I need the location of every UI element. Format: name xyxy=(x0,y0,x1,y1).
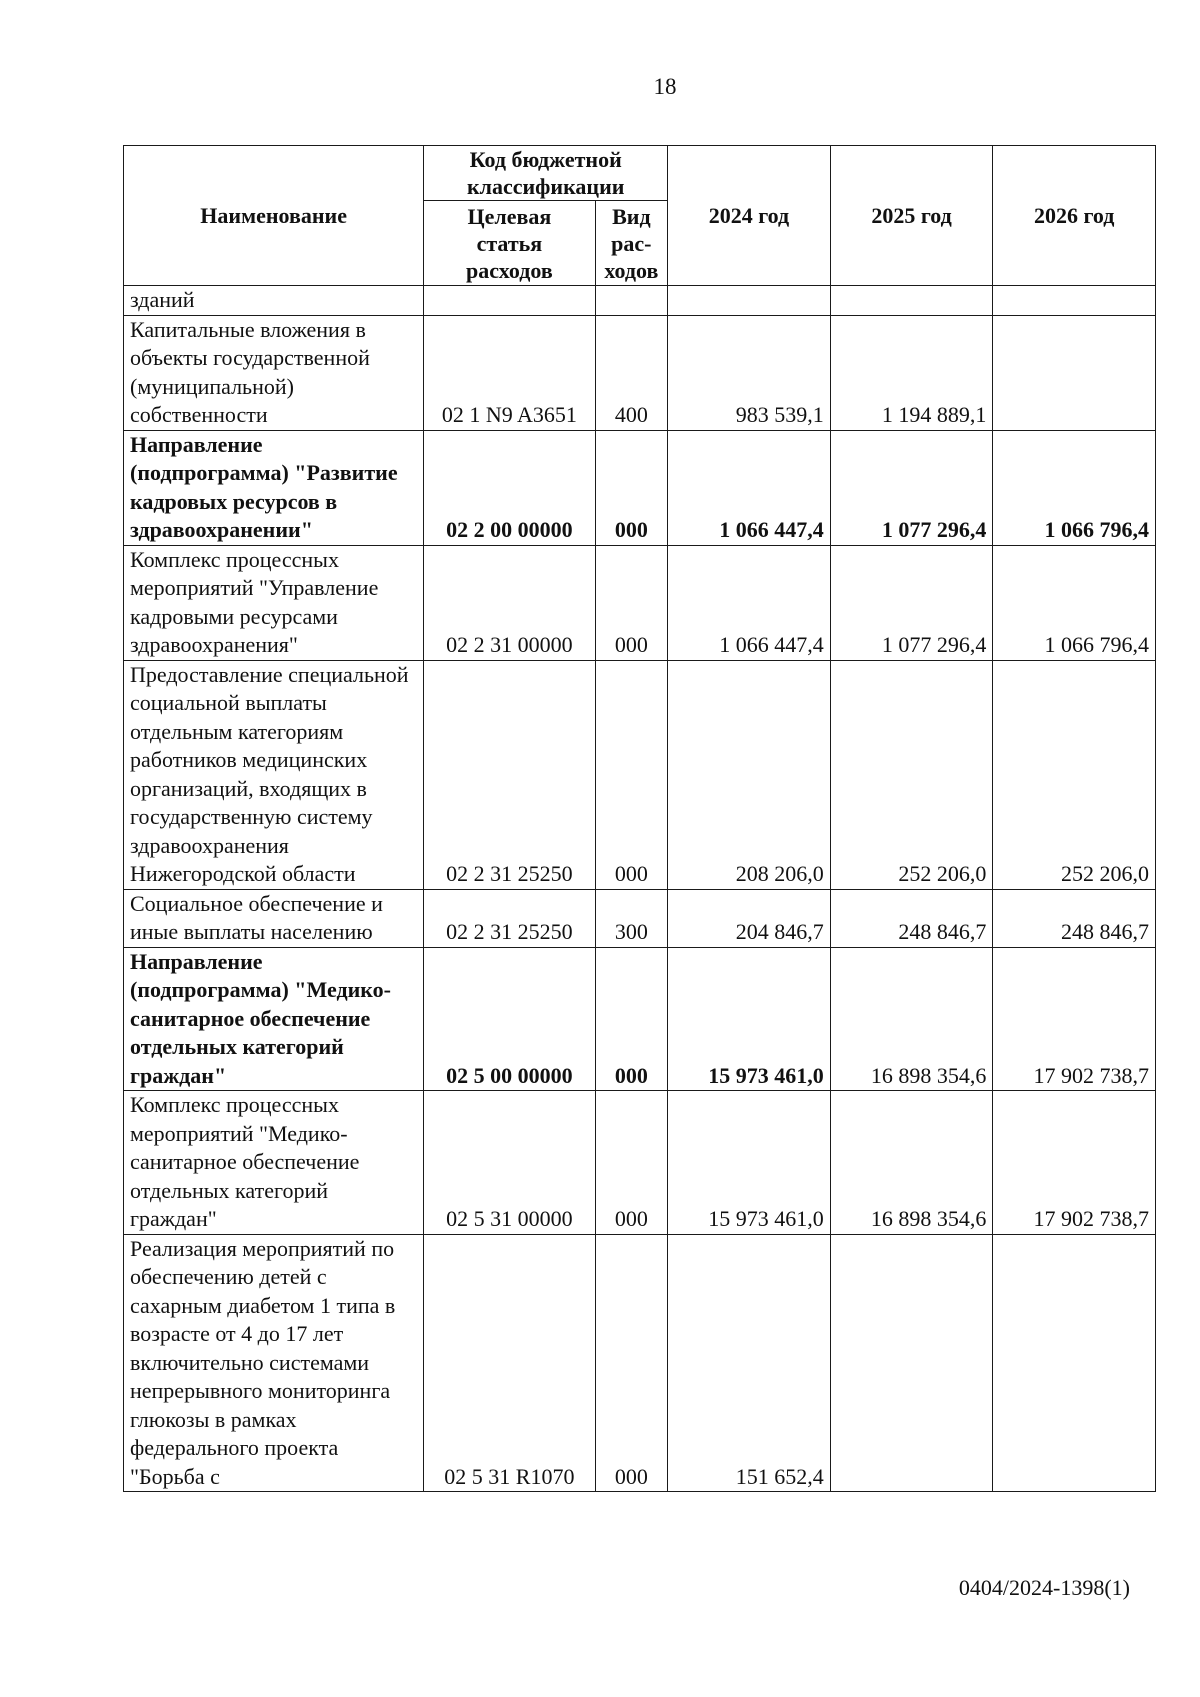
cell-2024: 983 539,1 xyxy=(668,315,831,430)
cell-target-article: 02 1 N9 A3651 xyxy=(424,315,595,430)
cell-2024: 204 846,7 xyxy=(668,889,831,947)
cell-2026: 252 206,0 xyxy=(993,660,1156,889)
cell-expense-type: 000 xyxy=(595,660,668,889)
cell-2024: 1 066 447,4 xyxy=(668,545,831,660)
cell-expense-type: 400 xyxy=(595,315,668,430)
cell-expense-type: 000 xyxy=(595,1234,668,1492)
table-row xyxy=(124,1234,1156,1492)
table-row xyxy=(124,1091,1156,1235)
cell-2024 xyxy=(668,286,831,316)
cell-2025: 252 206,0 xyxy=(830,660,993,889)
table-body xyxy=(124,286,1156,1492)
table-row xyxy=(124,947,1156,1091)
cell-target-article: 02 5 31 R1070 xyxy=(424,1234,595,1492)
cell-name: Реализация мероприятий по обеспечению детей с сахарным диабетом 1 типа в возрасте от 4 до 17 лет включительно системами непрерывного мониторинга глюкозы в рамках федерального проекта "Борьба с xyxy=(124,1234,424,1492)
cell-expense-type xyxy=(595,286,668,316)
cell-2025: 1 194 889,1 xyxy=(830,315,993,430)
cell-2025 xyxy=(830,286,993,316)
cell-2026 xyxy=(993,286,1156,316)
cell-name: Комплекс процессных мероприятий "Медико-санитарное обеспечение отдельных категорий граждан" xyxy=(124,1091,424,1235)
header-year-2024: 2024 год xyxy=(668,146,831,286)
cell-2026: 17 902 738,7 xyxy=(993,1091,1156,1235)
cell-expense-type: 000 xyxy=(595,430,668,545)
cell-name: Направление (подпрограмма) "Медико-санитарное обеспечение отдельных категорий граждан" xyxy=(124,947,424,1091)
cell-target-article: 02 2 00 00000 xyxy=(424,430,595,545)
cell-2024: 15 973 461,0 xyxy=(668,1091,831,1235)
cell-name: Капитальные вложения в объекты государственной (муниципальной) собственности xyxy=(124,315,424,430)
cell-expense-type: 300 xyxy=(595,889,668,947)
cell-target-article: 02 5 00 00000 xyxy=(424,947,595,1091)
header-target-article: Целевая статья расходов xyxy=(424,201,595,286)
cell-2025: 1 077 296,4 xyxy=(830,430,993,545)
table-row xyxy=(124,889,1156,947)
cell-2025: 16 898 354,6 xyxy=(830,1091,993,1235)
table-row xyxy=(124,545,1156,660)
cell-2024: 151 652,4 xyxy=(668,1234,831,1492)
header-name: Наименование xyxy=(124,146,424,286)
page-number: 18 xyxy=(653,74,677,99)
cell-name: Социальное обеспечение и иные выплаты населению xyxy=(124,889,424,947)
cell-expense-type: 000 xyxy=(595,947,668,1091)
table-row xyxy=(124,430,1156,545)
header-year-2026: 2026 год xyxy=(993,146,1156,286)
cell-2026 xyxy=(993,315,1156,430)
cell-2025 xyxy=(830,1234,993,1492)
budget-table xyxy=(123,145,1156,1492)
cell-target-article: 02 2 31 25250 xyxy=(424,660,595,889)
cell-2026: 1 066 796,4 xyxy=(993,545,1156,660)
cell-target-article: 02 2 31 25250 xyxy=(424,889,595,947)
cell-name: Предоставление специальной социальной выплаты отдельным категориям работников медицинских организаций, входящих в государственную систему здравоохранения Нижегородской области xyxy=(124,660,424,889)
cell-2024: 208 206,0 xyxy=(668,660,831,889)
table-header xyxy=(124,146,1156,286)
cell-name: Направление (подпрограмма) "Развитие кадровых ресурсов в здравоохранении" xyxy=(124,430,424,545)
cell-name: Комплекс процессных мероприятий "Управление кадровыми ресурсами здравоохранения" xyxy=(124,545,424,660)
cell-2026: 17 902 738,7 xyxy=(993,947,1156,1091)
cell-target-article: 02 5 31 00000 xyxy=(424,1091,595,1235)
cell-expense-type: 000 xyxy=(595,545,668,660)
cell-2026: 248 846,7 xyxy=(993,889,1156,947)
cell-name: зданий xyxy=(124,286,424,316)
cell-2026 xyxy=(993,1234,1156,1492)
cell-2025: 16 898 354,6 xyxy=(830,947,993,1091)
document-id: 0404/2024-1398(1) xyxy=(958,1575,1130,1600)
cell-2025: 1 077 296,4 xyxy=(830,545,993,660)
table-row xyxy=(124,315,1156,430)
cell-expense-type: 000 xyxy=(595,1091,668,1235)
cell-2024: 15 973 461,0 xyxy=(668,947,831,1091)
table-row xyxy=(124,286,1156,316)
header-code-group: Код бюджетной классификации xyxy=(424,146,668,201)
table-row xyxy=(124,660,1156,889)
cell-2024: 1 066 447,4 xyxy=(668,430,831,545)
header-expense-type: Вид рас- ходов xyxy=(595,201,668,286)
cell-2025: 248 846,7 xyxy=(830,889,993,947)
cell-2026: 1 066 796,4 xyxy=(993,430,1156,545)
cell-target-article: 02 2 31 00000 xyxy=(424,545,595,660)
header-year-2025: 2025 год xyxy=(830,146,993,286)
cell-target-article xyxy=(424,286,595,316)
